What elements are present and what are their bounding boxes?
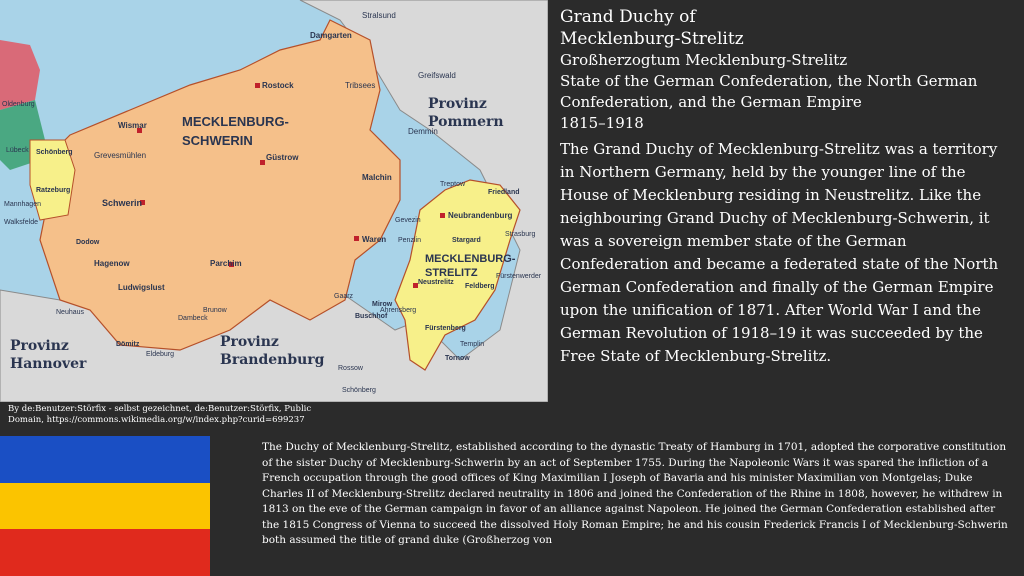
label-waren: Waren — [362, 235, 387, 244]
label-guestrow: Güstrow — [266, 153, 299, 162]
label-hagenow: Hagenow — [94, 259, 130, 268]
label-provinz-pommern-2: Pommern — [428, 114, 504, 130]
label-tornow: Tornow — [445, 355, 470, 362]
label-fuerstenberg: Fürstenberg — [425, 325, 466, 332]
label-provinz-brandenburg-1: Provinz — [220, 334, 279, 350]
label-neustrelitz: Neustrelitz — [418, 279, 454, 286]
info-column — [560, 6, 1010, 368]
label-schoenberg: Schönberg — [36, 149, 73, 156]
label-greifswald: Greifswald — [418, 71, 456, 80]
label-templin: Templin — [460, 341, 485, 348]
label-mecklenburg-strelitz-2: STRELITZ — [425, 267, 478, 279]
label-ludwigslust: Ludwigslust — [118, 283, 165, 292]
history-text: The Duchy of Mecklenburg-Strelitz, established according to the dynastic Treaty of Hamburg in 1701, adopted the corporative constitution of the sister Duchy of Mecklenburg-Schwerin by an act of September 1755. During the Napoleonic Wars it was spared the infliction of a French occupation through the good offices of King Maximilian I Joseph of Bavaria and his minister Maximilian von Montgelas; Duke Charles II of Mecklenburg-Strelitz declared neutrality in 1806 and joined the Confederation of the Rhine in 1808, however, he withdrew in 1813 on the eve of the German campaign in favor of an alliance against Napoleon. He joined the German Confederation established after the 1815 Congress of Vienna to succeed the dissolved Holy Roman Empire; he and his cousin Frederick Francis I of Mecklenburg-Schwerin both assumed the title of grand duke (Großherzog von — [262, 441, 1008, 546]
title-line-2: Mecklenburg-Strelitz — [560, 29, 744, 49]
label-brunow: Brunow — [203, 307, 227, 314]
label-damgarten: Damgarten — [310, 31, 352, 40]
label-gevezin: Gevezin — [395, 217, 421, 224]
label-schwerin: Schwerin — [102, 198, 143, 208]
historical-map — [0, 0, 548, 402]
label-demmin: Demmin — [408, 127, 438, 136]
label-dodow: Dodow — [76, 239, 100, 246]
label-provinz-brandenburg-2: Brandenburg — [220, 352, 325, 368]
summary-text: The Grand Duchy of Mecklenburg-Strelitz was a territory in Northern Germany, held by the younger line of the House of Mecklenburg residing in Neustrelitz. Like the neighbouring Grand Duchy of Mecklenburg-Schwerin, it was a sovereign member state of the German Confederation and became a federated state of the North German Confederation and finally of the German Empire upon the unification of 1871. After World War I and the German Revolution of 1918–19 it was succeeded by the Free State of Mecklenburg-Strelitz. — [560, 140, 999, 365]
label-neuhaus: Neuhaus — [56, 309, 85, 316]
label-mecklenburg-schwerin-2: SCHWERIN — [182, 133, 253, 148]
label-friedland: Friedland — [488, 189, 520, 196]
label-gaarz: Gaarz — [334, 293, 354, 300]
label-fuerstenwerder: Fürstenwerder — [496, 273, 542, 280]
flag-stripe-red — [0, 529, 210, 576]
label-provinz-hannover-2: Hannover — [10, 356, 87, 372]
label-strasburg: Strasburg — [505, 231, 536, 238]
label-treptow: Treptow — [440, 181, 466, 188]
label-buschhof: Buschhof — [355, 313, 388, 320]
label-luebeck: Lübeck — [6, 147, 29, 154]
label-doemitz: Dömitz — [116, 341, 140, 348]
label-stargard: Stargard — [452, 237, 481, 244]
label-mecklenburg-schwerin-1: MECKLENBURG- — [182, 114, 289, 129]
label-tribsees: Tribsees — [345, 81, 376, 90]
label-stralsund: Stralsund — [362, 11, 396, 20]
state-of: State of the German Confederation, the North German Confederation, and the German Empire — [560, 72, 978, 111]
label-feldberg: Feldberg — [465, 283, 495, 290]
label-walksfelde: Walksfelde — [4, 219, 38, 226]
label-dambeck: Dambeck — [178, 315, 208, 322]
label-eldeburg: Eldeburg — [146, 351, 175, 358]
label-penzlin: Penzlin — [398, 237, 421, 244]
label-ratzeburg: Ratzeburg — [36, 187, 71, 194]
label-grevesmuehlen: Grevesmühlen — [94, 151, 147, 160]
label-malchin: Malchin — [362, 173, 392, 182]
label-ahrensberg: Ahrensberg — [380, 307, 417, 314]
years: 1815–1918 — [560, 114, 644, 132]
label-mannhagen: Mannhagen — [4, 201, 41, 208]
label-rostock: Rostock — [262, 81, 294, 90]
label-mecklenburg-strelitz-1: MECKLENBURG- — [425, 253, 516, 265]
german-name: Großherzogtum Mecklenburg-Strelitz — [560, 51, 848, 69]
label-mirow: Mirow — [372, 301, 393, 308]
label-provinz-pommern-1: Provinz — [428, 96, 487, 112]
label-wismar: Wismar — [118, 121, 147, 130]
label-parchim: Parchim — [210, 259, 242, 268]
image-credit: By de:Benutzer:Störfix - selbst gezeichnet, de:Benutzer:Störfix, Public Domain, https://commons.wikimedia.org/w/index.php?curid=699237 — [8, 404, 312, 425]
label-rossow: Rossow — [338, 365, 363, 372]
label-oldenburg: Oldenburg — [2, 101, 35, 108]
flag-image — [0, 436, 210, 576]
label-neubrandenburg: Neubrandenburg — [448, 211, 513, 220]
flag-stripe-blue — [0, 436, 210, 483]
title-line-1: Grand Duchy of — [560, 7, 696, 27]
label-schoenberg-2: Schönberg — [342, 387, 376, 394]
label-provinz-hannover-1: Provinz — [10, 338, 69, 354]
flag-stripe-yellow — [0, 483, 210, 530]
